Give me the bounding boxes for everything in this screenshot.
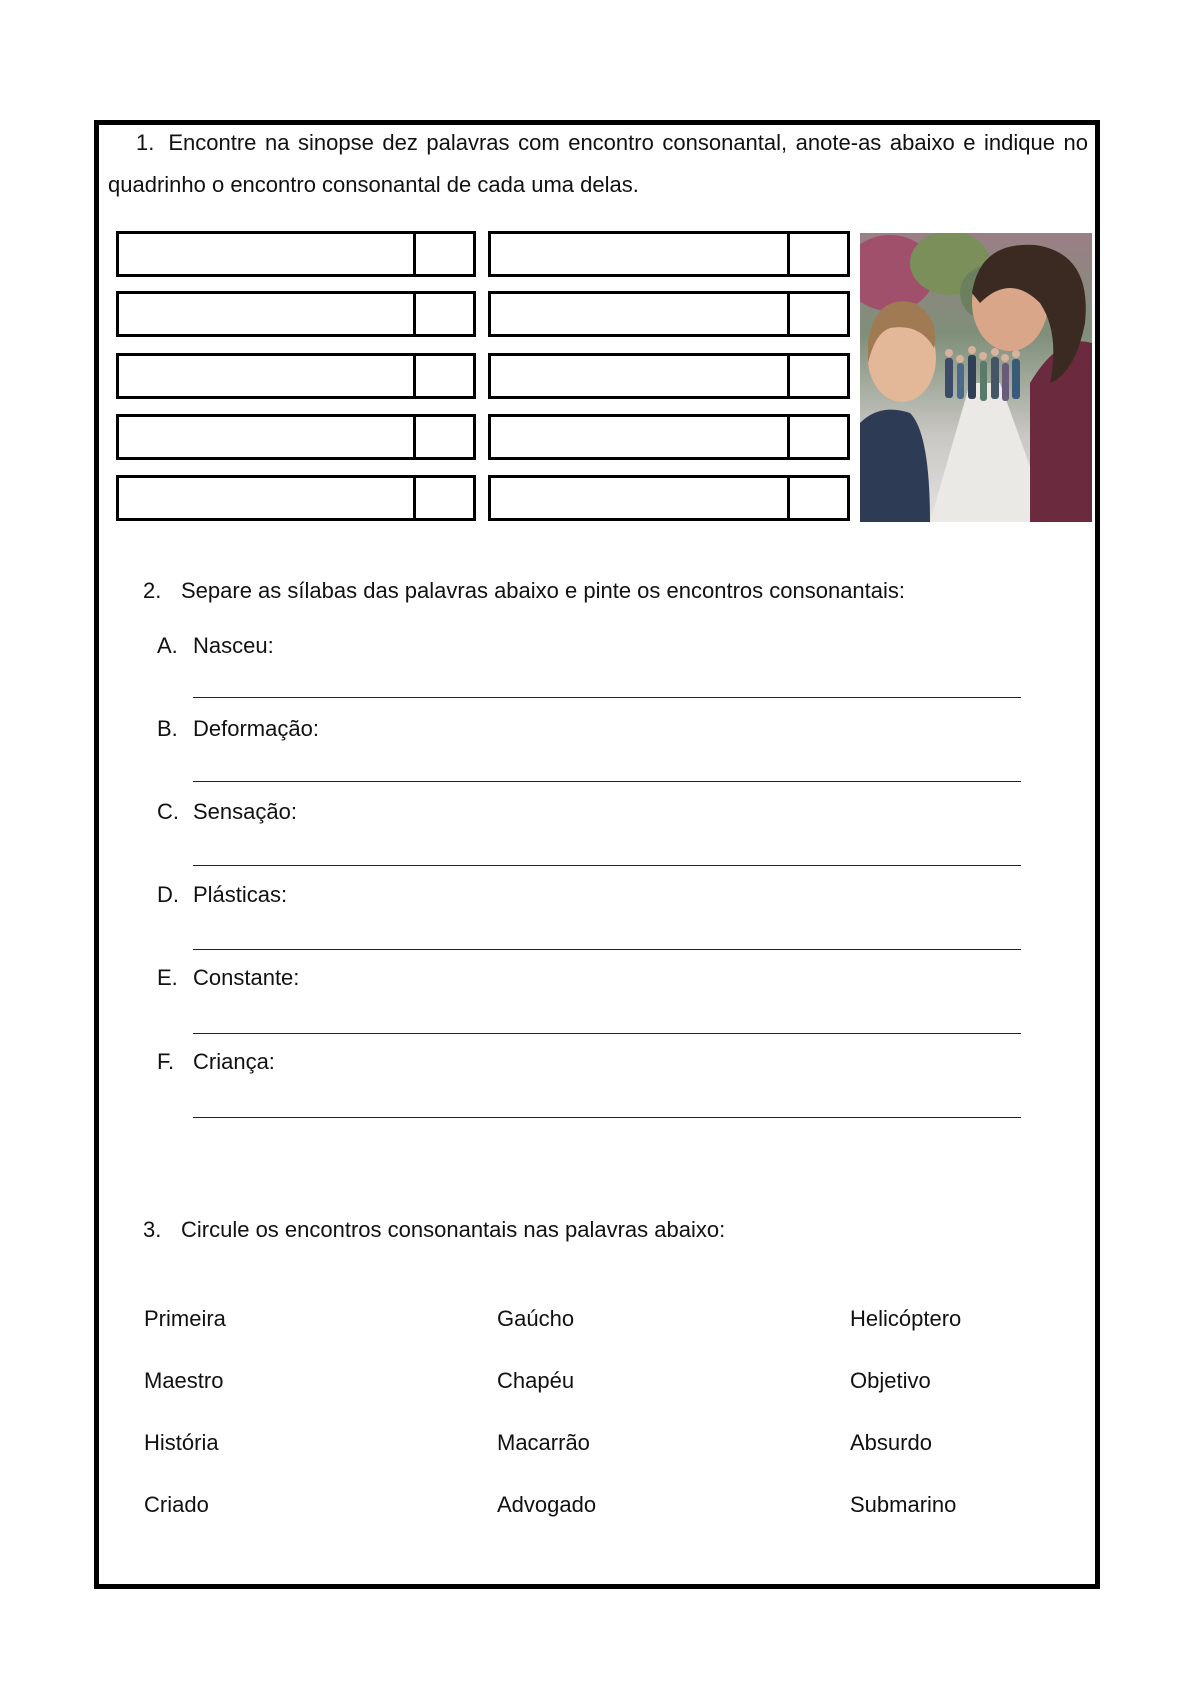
word-item[interactable]: Advogado — [497, 1492, 597, 1517]
word-item[interactable]: Objetivo — [850, 1368, 931, 1393]
question-3-heading — [143, 1217, 725, 1243]
question-1 — [108, 122, 1088, 206]
answer-box[interactable] — [488, 414, 850, 460]
item-letter: E. — [157, 965, 178, 990]
word-item[interactable]: Submarino — [850, 1492, 957, 1517]
item-letter: A. — [157, 633, 178, 658]
answer-line[interactable] — [193, 865, 1021, 866]
question-1-text: Encontre na sinopse dez palavras com encontro consonantal, anote-as abaixo e indique no quadrinho o encontro consonantal de cada uma delas. — [108, 130, 1088, 197]
movie-still-image — [860, 233, 1092, 522]
question-2-heading — [143, 578, 905, 604]
question-3-text: Circule os encontros consonantais nas palavras abaixo: — [181, 1217, 726, 1242]
item-word: Plásticas: — [193, 882, 288, 907]
word-item[interactable]: História — [144, 1430, 219, 1455]
list-item — [157, 716, 319, 742]
answer-box[interactable] — [488, 231, 850, 277]
word-item[interactable]: Absurdo — [850, 1430, 932, 1455]
list-item — [157, 882, 287, 908]
list-item — [157, 965, 299, 991]
answer-box[interactable] — [116, 353, 476, 399]
answer-box[interactable] — [488, 353, 850, 399]
item-letter: B. — [157, 716, 178, 741]
item-word: Deformação: — [193, 716, 319, 741]
question-1-number: 1. — [136, 130, 155, 155]
answer-box[interactable] — [116, 231, 476, 277]
word-item[interactable]: Gaúcho — [497, 1306, 575, 1331]
answer-box[interactable] — [116, 414, 476, 460]
word-item[interactable]: Chapéu — [497, 1368, 575, 1393]
word-item[interactable]: Helicóptero — [850, 1306, 962, 1331]
word-item[interactable]: Maestro — [144, 1368, 224, 1393]
question-3-number: 3. — [143, 1217, 162, 1242]
answer-box[interactable] — [488, 475, 850, 521]
item-word: Criança: — [193, 1049, 275, 1074]
answer-line[interactable] — [193, 1117, 1021, 1118]
item-word: Sensação: — [193, 799, 297, 824]
item-letter: D. — [157, 882, 179, 907]
question-2-text: Separe as sílabas das palavras abaixo e pinte os encontros consonantais: — [181, 578, 906, 603]
answer-line[interactable] — [193, 949, 1021, 950]
list-item — [157, 799, 297, 825]
list-item — [157, 633, 274, 659]
answer-line[interactable] — [193, 781, 1021, 782]
item-letter: C. — [157, 799, 179, 824]
answer-line[interactable] — [193, 1033, 1021, 1034]
answer-box[interactable] — [488, 291, 850, 337]
answer-line[interactable] — [193, 697, 1021, 698]
list-item — [157, 1049, 275, 1075]
item-word: Nasceu: — [193, 633, 274, 658]
item-letter: F. — [157, 1049, 175, 1074]
answer-box[interactable] — [116, 291, 476, 337]
word-item[interactable]: Criado — [144, 1492, 209, 1517]
word-item[interactable]: Primeira — [144, 1306, 226, 1331]
word-item[interactable]: Macarrão — [497, 1430, 590, 1455]
item-word: Constante: — [193, 965, 300, 990]
question-2-number: 2. — [143, 578, 162, 603]
answer-box[interactable] — [116, 475, 476, 521]
